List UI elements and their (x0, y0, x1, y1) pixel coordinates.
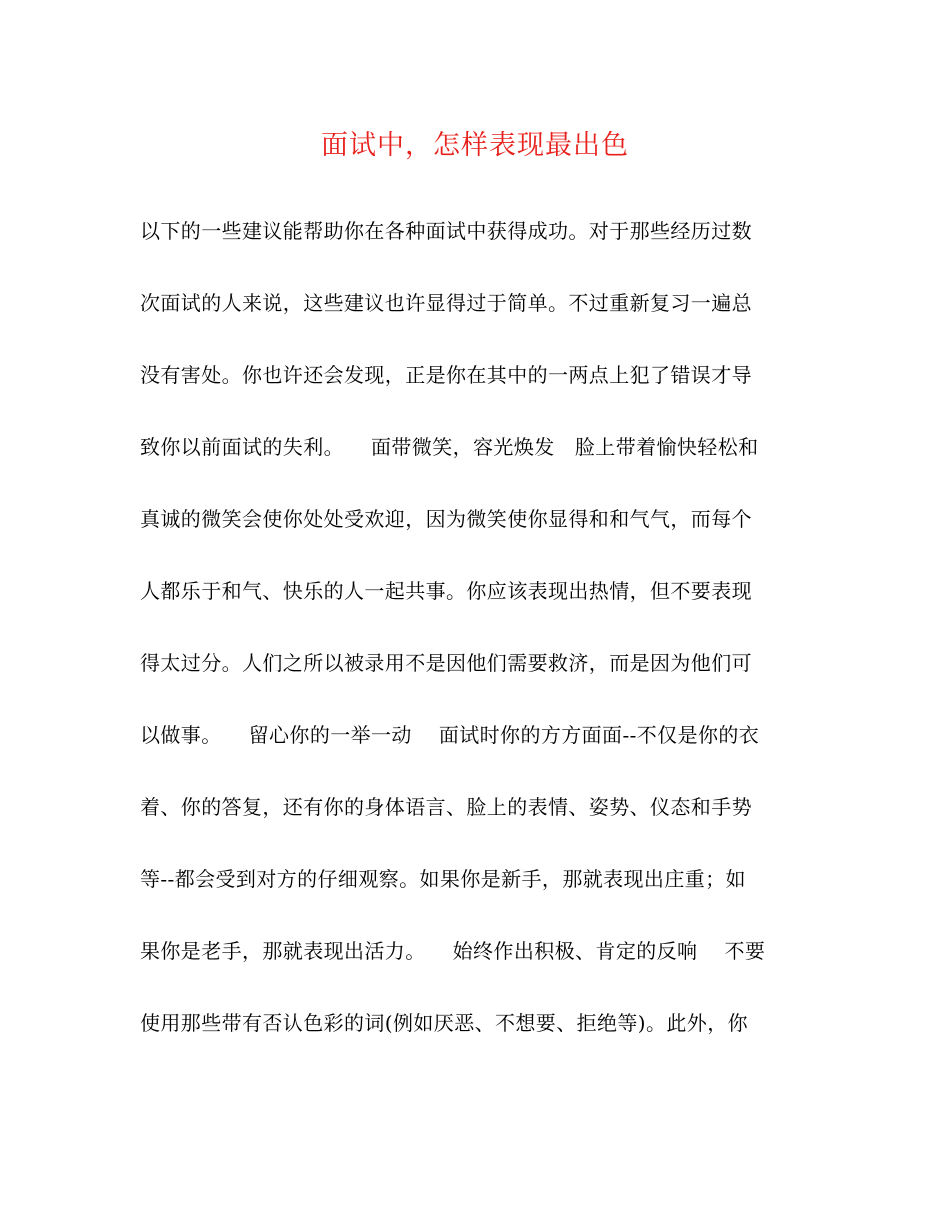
body-line: 着、你的答复，还有你的身体语言、脸上的表情、姿势、仪态和手势 (140, 795, 752, 819)
body-line: 以做事。 留心你的一举一动 面试时你的方方面面--不仅是你的衣 (140, 723, 760, 747)
body-line: 次面试的人来说，这些建议也许显得过于简单。不过重新复习一遍总 (140, 291, 752, 315)
body-line: 使用那些带有否认色彩的词(例如厌恶、不想要、拒绝等)。此外，你 (140, 1011, 749, 1035)
document-body (140, 208, 810, 1072)
body-line: 没有害处。你也许还会发现，正是你在其中的一两点上犯了错误才导 (140, 363, 752, 387)
body-line: 得太过分。人们之所以被录用不是因他们需要救济，而是因为他们可 (140, 651, 752, 675)
document-title: 面试中，怎样表现最出色 (321, 130, 629, 161)
body-line: 果你是老手，那就表现出活力。 始终作出积极、肯定的反响 不要 (140, 939, 766, 963)
body-line: 真诚的微笑会使你处处受欢迎，因为微笑使你显得和和气气，而每个 (140, 507, 752, 531)
body-line: 致你以前面试的失利。 面带微笑，容光焕发 脸上带着愉快轻松和 (140, 435, 759, 459)
body-line: 等--都会受到对方的仔细观察。如果你是新手，那就表现出庄重；如 (140, 867, 746, 891)
body-line: 以下的一些建议能帮助你在各种面试中获得成功。对于那些经历过数 (140, 219, 752, 243)
body-line: 人都乐于和气、快乐的人一起共事。你应该表现出热情，但不要表现 (140, 579, 752, 603)
